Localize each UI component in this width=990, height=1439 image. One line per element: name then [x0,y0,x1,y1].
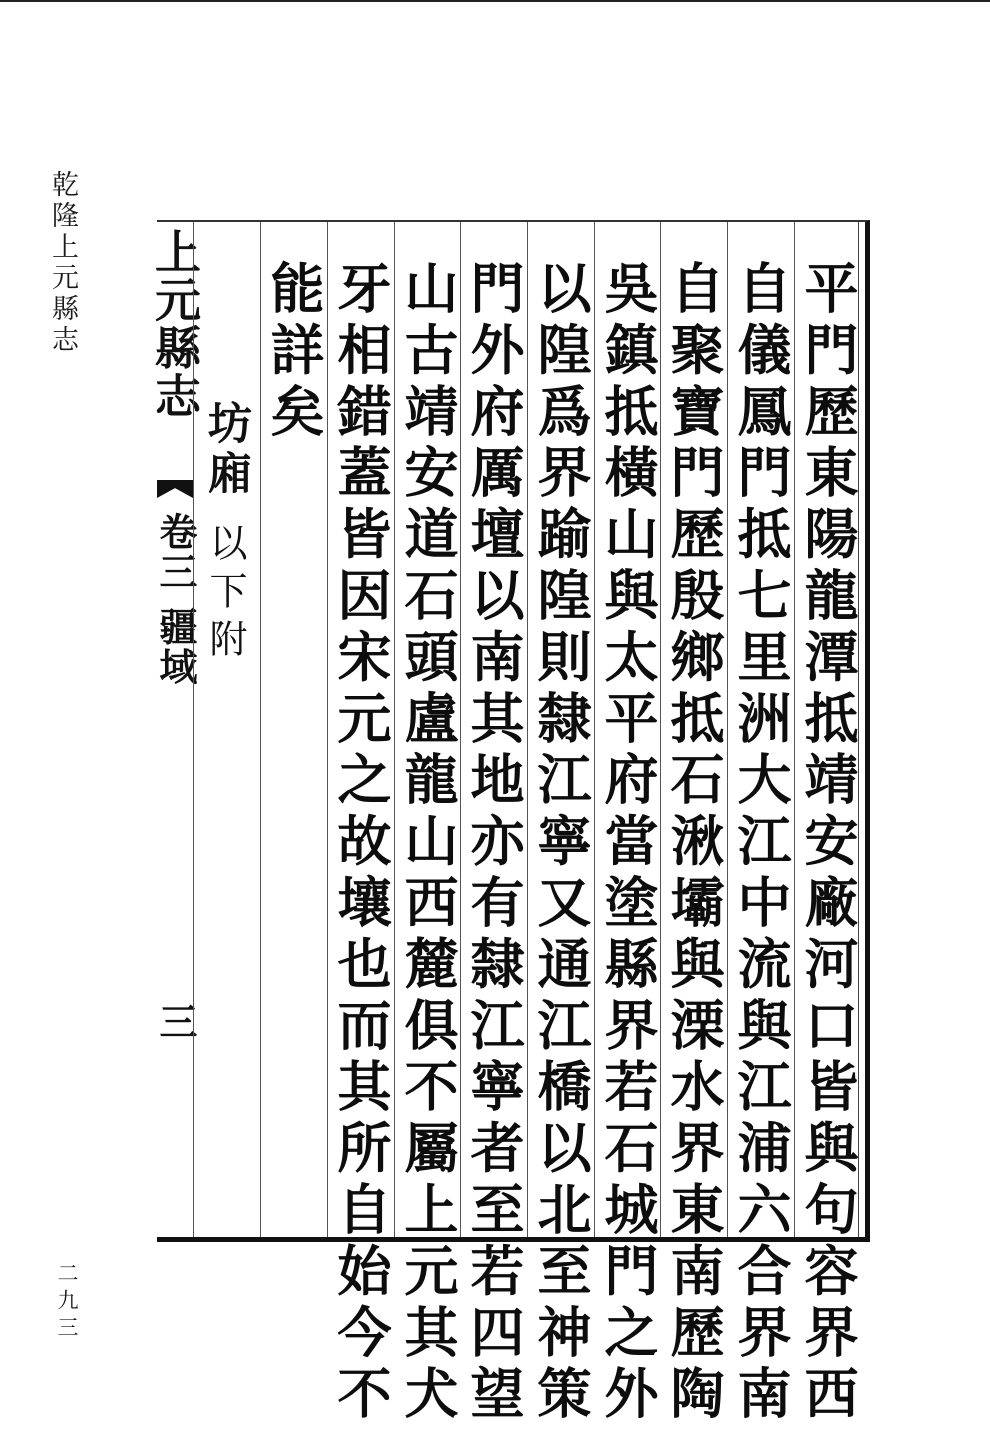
column-rule [594,222,595,1237]
section-heading-column [197,400,257,667]
top-border-rule [0,0,990,2]
spine-juan: 卷三 疆域 [153,512,198,688]
text-column: 自儀鳳門抵七里洲大江中流與江浦六合界南 [729,260,793,1427]
text-column: 以隍爲界踰隍則隸江寧又通江橋以北至神策 [529,260,593,1427]
text-column: 自聚寶門歷殷鄉抵石湫壩與溧水界東南歷陶 [662,260,726,1427]
text-column: 山古靖安道石頭盧龍山西麓俱不屬上元其犬 [396,260,460,1427]
fishtail-mark [157,480,193,498]
text-column: 牙相錯蓋皆因宋元之故壤也而其所自始今不 [329,260,393,1427]
text-column: 平門歷東陽龍潭抵靖安廠河口皆與句容界西 [796,260,860,1427]
text-column: 吳鎮抵橫山與太平府當塗縣界若石城門之外 [596,260,660,1427]
section-note: 以下附 [203,523,247,668]
column-rule [527,222,528,1237]
text-column: 能詳矣 [262,260,326,445]
text-frame [148,220,870,1427]
column-rule [260,222,261,1237]
column-rule [394,222,395,1237]
column-rule [727,222,728,1237]
book-title: 乾隆上元縣志 [47,170,78,356]
page-number: 二九三 [55,1262,79,1343]
column-rule [460,222,461,1237]
text-column: 門外府厲壇以南其地亦有隸江寧者至若四望 [462,260,526,1427]
center-spine [148,222,202,1237]
spine-leaf-number: 三 [153,1002,198,1040]
column-rule [794,222,795,1237]
spine-title: 上元縣志 [148,228,202,420]
column-rule [327,222,328,1237]
column-rule [660,222,661,1237]
section-heading: 坊廂 [200,400,251,500]
column-rule [193,222,194,1237]
